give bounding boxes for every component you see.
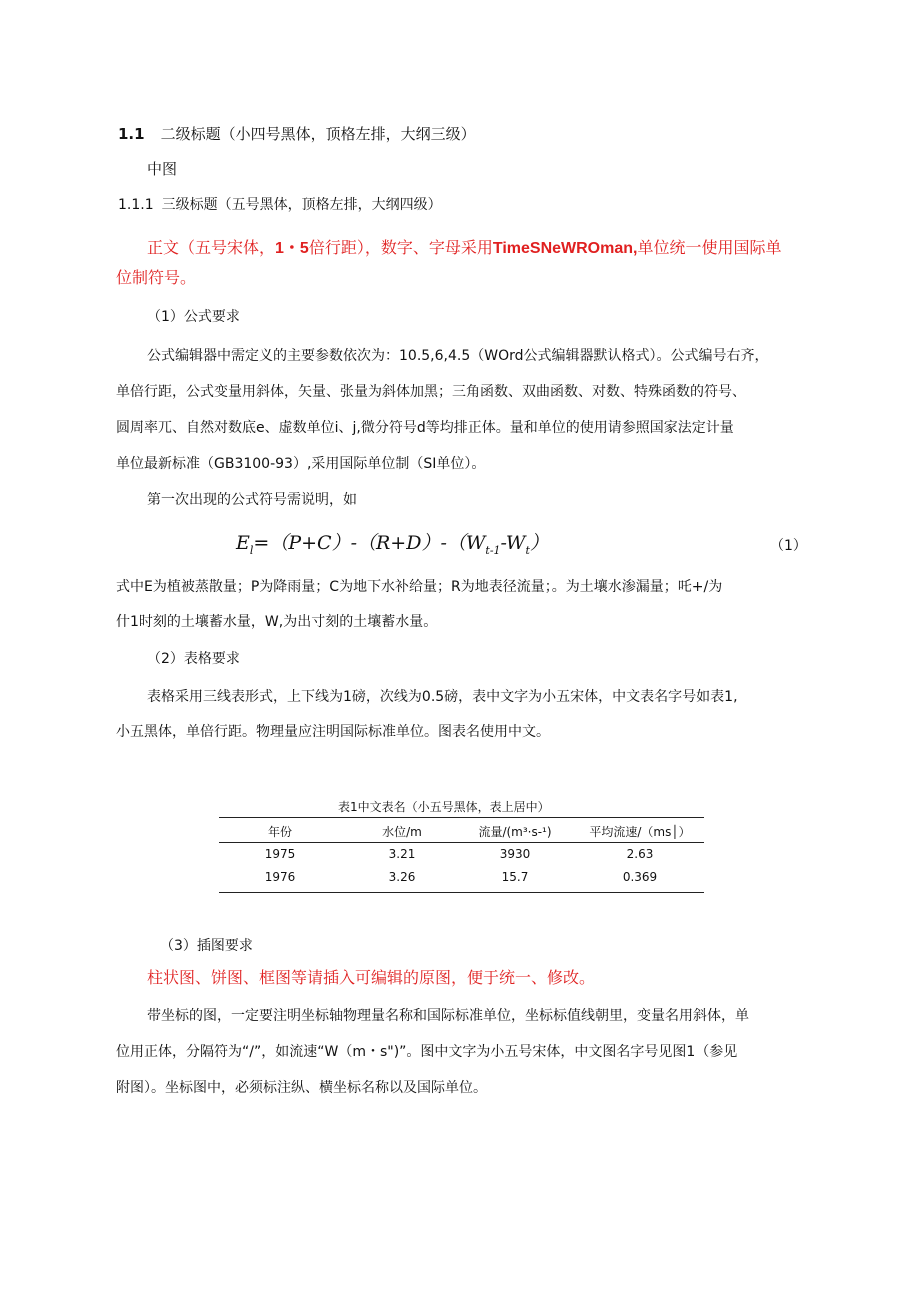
- formula-para-line: 单位最新标准（GB3100-93）,采用国际单位制（SI单位）。: [116, 456, 486, 472]
- body-font-instruction-line2: 位制符号。: [116, 268, 197, 287]
- table-section-title: （2）表格要求: [147, 651, 240, 667]
- body-red-part1: 正文（五号宋体，: [147, 238, 276, 257]
- table-top-rule: [219, 817, 704, 818]
- body-red-bold2: TimeSNeWROman,: [492, 240, 638, 257]
- eq-sub-b: t: [525, 543, 530, 557]
- table-header-flow: 流量/(m³·s-¹): [478, 825, 552, 839]
- eq-close: ）: [529, 532, 549, 554]
- formula-para-line: 圆周率兀、自然对数底e、虚数单位i、j,微分符号d等均排正体。量和单位的使用请参照国家法定计量: [116, 420, 734, 436]
- eq-sub-a: t-1: [485, 543, 501, 557]
- body-font-instruction: [147, 232, 781, 265]
- body-red-part3: 单位统一使用国际单: [637, 238, 782, 257]
- figure-para-line: 带坐标的图，一定要注明坐标轴物理量名称和国际标准单位，坐标标值线朝里，变量名用斜体，单: [147, 1008, 749, 1024]
- table-header-velocity: 平均流速/（ms│）: [589, 825, 691, 839]
- eq-rhs: =（P+C）-（R+D）-（W: [253, 532, 486, 554]
- body-red-bold1: 1・5: [275, 240, 309, 257]
- eq-lhs: E: [236, 532, 250, 554]
- heading-3: [118, 194, 442, 214]
- heading-2-text: 二级标题（小四号黑体，顶格左排，大纲三级）: [160, 125, 476, 143]
- formula-intro: 第一次出现的公式符号需说明，如: [147, 492, 357, 508]
- eq-lhs-sub: l: [249, 543, 254, 557]
- table-bottom-rule: [219, 892, 704, 893]
- body-red-part2: 倍行距），数字、字母采用: [308, 238, 493, 257]
- zhongtu-label: 中图: [147, 160, 178, 178]
- figure-para-line: 位用正体，分隔符为“/”，如流速“W（m・s")”。图中文字为小五号宋体，中文图名字号见图1（参见: [116, 1044, 738, 1060]
- table-cell: 1975: [264, 847, 296, 861]
- table-header-year: 年份: [267, 825, 292, 839]
- table-header-rule: [219, 842, 704, 843]
- heading-2: [118, 123, 476, 144]
- table-cell: 15.7: [501, 870, 529, 884]
- table-caption: 表1中文表名（小五号黑体，表上居中）: [338, 800, 550, 814]
- table-cell: 3930: [499, 847, 531, 861]
- table-para-line: 表格采用三线表形式，上下线为1磅，次线为0.5磅，表中文字为小五宋体，中文表名字号如表1,: [147, 689, 738, 705]
- equation-number: （1）: [770, 538, 807, 554]
- figure-para-line: 附图）。坐标图中，必须标注纵、横坐标名称以及国际单位。: [116, 1080, 487, 1096]
- equation: [236, 528, 549, 557]
- eq-mid: -W: [500, 532, 526, 554]
- formula-para-line: 公式编辑器中需定义的主要参数依次为：10.5,6,4.5（WOrd公式编辑器默认格式）。公式编号右齐，: [147, 348, 769, 364]
- table-cell: 0.369: [622, 870, 658, 884]
- table-cell: 2.63: [626, 847, 654, 861]
- formula-explanation-line: 什1时刻的土壤蓄水量，W,为出寸刻的土壤蓄水量。: [116, 614, 438, 630]
- formula-section-title: （1）公式要求: [147, 309, 240, 325]
- formula-para-line: 单倍行距，公式变量用斜体，矢量、张量为斜体加黑；三角函数、双曲函数、对数、特殊函数的符号、: [116, 384, 746, 400]
- heading-2-number: 1.1: [118, 125, 145, 143]
- formula-explanation-line: 式中E为植被蒸散量；P为降雨量；C为地下水补给量；R为地表径流量；。为土壤水渗漏量；吒+/为: [116, 579, 723, 595]
- table-cell: 1976: [264, 870, 296, 884]
- figure-section-title: （3）插图要求: [160, 938, 253, 954]
- table-para-line: 小五黑体，单倍行距。物理量应注明国际标准单位。图表名使用中文。: [116, 724, 550, 740]
- heading-3-number: 1.1.1: [118, 197, 154, 213]
- heading-3-text: 三级标题（五号黑体，顶格左排，大纲四级）: [161, 197, 442, 213]
- table-cell: 3.21: [388, 847, 416, 861]
- table-header-water-level: 水位/m: [382, 825, 422, 839]
- table-cell: 3.26: [388, 870, 416, 884]
- figure-red-note: 柱状图、饼图、框图等请插入可编辑的原图，便于统一、修改。: [147, 968, 596, 987]
